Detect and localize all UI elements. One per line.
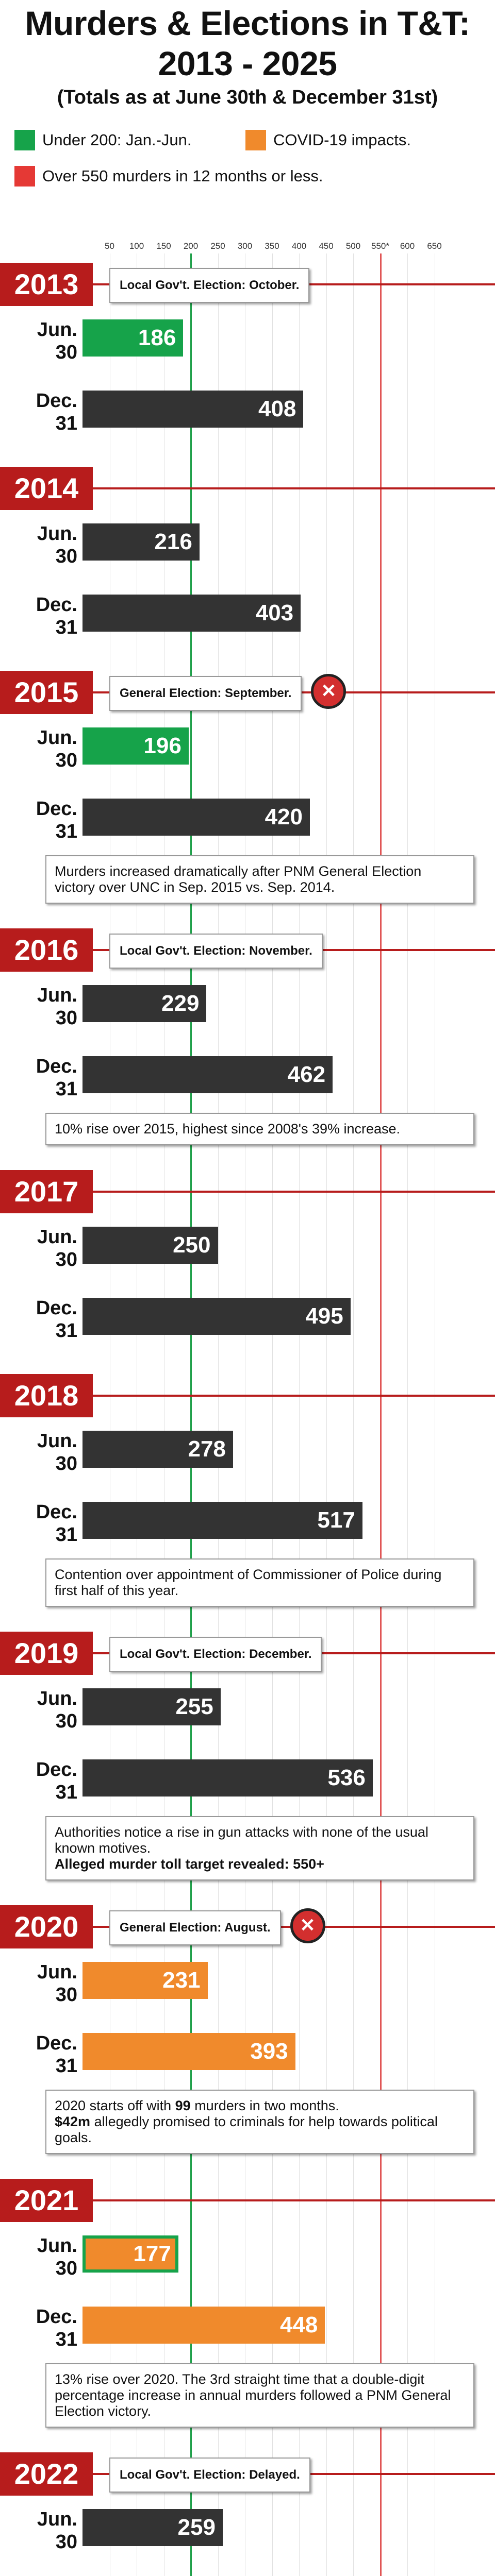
bar-orange (82, 2033, 295, 2070)
period-label-day: 31 (55, 413, 77, 434)
annotation-note (45, 1113, 474, 1145)
period-label-month: Jun. (37, 523, 77, 545)
year-label: 2015 (14, 676, 79, 708)
period-label (0, 1687, 77, 1733)
axis-tick-label: 100 (129, 241, 144, 251)
bar-dark (82, 391, 303, 428)
year-label: 2022 (14, 2458, 79, 2490)
bar-value-label: 259 (177, 2515, 216, 2540)
period-label-day: 30 (55, 546, 77, 567)
period-label-month: Jun. (37, 1961, 77, 1983)
period-label-day: 30 (55, 1249, 77, 1270)
bar-value-label: 231 (162, 1968, 201, 1993)
bar-dark (82, 1502, 362, 1539)
bar-dark (82, 1688, 221, 1725)
year-label: 2016 (14, 934, 79, 966)
period-label-day: 30 (55, 1007, 77, 1029)
grid-line (326, 253, 327, 2576)
bar-dark (82, 2509, 223, 2546)
year-label: 2014 (14, 472, 79, 504)
period-label-day: 31 (55, 617, 77, 638)
annotation-text: 13% rise over 2020. The 3rd straight time that a double-digit percentage increase in annual murders followed a PNM General Election victory. (55, 2371, 451, 2419)
period-label (0, 1226, 77, 1271)
year-label: 2018 (14, 1379, 79, 1412)
election-x-icon: ✕ (311, 674, 346, 709)
period-label-day: 30 (55, 750, 77, 771)
bar-value-label: 536 (327, 1765, 366, 1790)
bar-dark (82, 1298, 351, 1335)
axis-tick-label: 450 (319, 241, 334, 251)
bar-value-label: 250 (173, 1232, 211, 1258)
legend-swatch-orange (245, 130, 266, 150)
axis-tick-label: 550* (371, 241, 389, 251)
legend-label-orange: COVID-19 impacts. (273, 131, 411, 149)
period-label-day: 31 (55, 1078, 77, 1100)
period-label-day: 30 (55, 1984, 77, 2006)
legend-item-orange (245, 130, 411, 150)
election-event-label: Local Gov't. Election: November. (109, 934, 323, 969)
bar-dark (82, 1227, 218, 1264)
page-title (0, 3, 495, 83)
period-label-day: 31 (55, 2055, 77, 2077)
annotation-paragraph (55, 2098, 465, 2114)
bar-value-label: 517 (317, 1507, 355, 1533)
period-label-month: Dec. (36, 390, 77, 412)
period-label-day: 31 (55, 1524, 77, 1546)
election-event-label: Local Gov't. Election: Delayed. (109, 2458, 310, 2493)
period-label-month: Dec. (36, 1297, 77, 1319)
bar-green (82, 727, 189, 765)
period-label-day: 30 (55, 342, 77, 363)
legend-swatch-red (14, 166, 35, 187)
bar-orange-green (82, 2235, 178, 2273)
axis-tick-label: 600 (400, 241, 415, 251)
period-label (0, 318, 77, 364)
bar-dark (82, 1759, 373, 1797)
annotation-note (45, 2363, 474, 2428)
bar-value-label: 177 (133, 2241, 171, 2266)
bar-value-label: 216 (154, 529, 192, 554)
bar-value-label: 420 (265, 804, 303, 829)
annotation-text: Contention over appointment of Commissioner of Police during first half of this year. (55, 1567, 442, 1598)
period-label-day: 30 (55, 2258, 77, 2279)
period-label (0, 1055, 77, 1100)
period-label-month: Jun. (37, 2509, 77, 2530)
year-label: 2017 (14, 1175, 79, 1208)
bar-orange (82, 2307, 325, 2344)
period-label-month: Jun. (37, 985, 77, 1006)
period-label-month: Jun. (37, 727, 77, 749)
election-event-label: General Election: August. (109, 1910, 281, 1945)
bar-orange (82, 1962, 208, 1999)
period-label-day: 31 (55, 1782, 77, 1803)
period-label-day: 31 (55, 2329, 77, 2350)
period-label-day: 31 (55, 821, 77, 842)
axis-tick-label: 350 (265, 241, 279, 251)
title-line-1: Murders & Elections in T&T: (25, 4, 470, 42)
legend-label-red: Over 550 murders in 12 months or less. (42, 167, 323, 185)
period-label (0, 2032, 77, 2077)
year-label: 2021 (14, 2184, 79, 2216)
bar-dark (82, 1431, 233, 1468)
annotation-paragraph (55, 863, 465, 895)
bar-dark (82, 985, 206, 1022)
annotation-text: allegedly promised to criminals for help towards political goals. (55, 2114, 438, 2145)
axis-tick-label: 650 (427, 241, 442, 251)
period-label (0, 389, 77, 435)
legend-swatch-green (14, 130, 35, 150)
period-label (0, 1297, 77, 1342)
annotation-text: Authorities notice a rise in gun attacks with none of the usual known motives. (55, 1824, 428, 1856)
period-label-month: Jun. (37, 1430, 77, 1452)
annotation-text: Murders increased dramatically after PNM General Election victory over UNC in Sep. 2015 vs. Sep. 2014. (55, 863, 422, 895)
period-label-month: Dec. (36, 594, 77, 616)
grid-line (407, 253, 408, 2576)
legend-label-green: Under 200: Jan.-Jun. (42, 131, 192, 149)
period-label (0, 594, 77, 639)
bar-value-label: 255 (175, 1694, 213, 1719)
bar-value-label: 196 (143, 733, 182, 758)
period-label (0, 798, 77, 843)
bar-value-label: 495 (305, 1303, 343, 1329)
bar-dark (82, 799, 310, 836)
grid-line (353, 253, 354, 2576)
year-label: 2013 (14, 268, 79, 300)
axis-tick-label: 150 (156, 241, 171, 251)
annotation-note (45, 1816, 474, 1880)
bar-value-label: 278 (188, 1436, 226, 1462)
annotation-note (45, 2090, 474, 2154)
annotation-text: 2020 starts off with (55, 2098, 175, 2113)
annotation-emphasis: Alleged murder toll target revealed: 550+ (55, 1856, 324, 1872)
annotation-text: murders in two months. (190, 2098, 339, 2113)
period-label (0, 2508, 77, 2553)
bar-dark (82, 523, 200, 561)
annotation-paragraph (55, 2114, 465, 2146)
period-label (0, 2306, 77, 2351)
period-label-month: Jun. (37, 2235, 77, 2257)
period-label-month: Dec. (36, 798, 77, 820)
bar-dark (82, 595, 301, 632)
annotation-text: 10% rise over 2015, highest since 2008's 39% increase. (55, 1121, 401, 1137)
period-label-month: Jun. (37, 1226, 77, 1248)
period-label-month: Jun. (37, 1688, 77, 1709)
axis-tick-label: 200 (183, 241, 199, 251)
year-label: 2020 (14, 1910, 79, 1943)
period-label-day: 30 (55, 1710, 77, 1732)
axis-tick-label: 50 (105, 241, 114, 251)
legend-item-green (14, 130, 192, 150)
period-label-month: Dec. (36, 1056, 77, 1077)
period-label-month: Dec. (36, 2032, 77, 2054)
title-line-2: 2013 - 2025 (158, 44, 337, 82)
bar-value-label: 408 (258, 396, 296, 421)
election-x-icon: ✕ (290, 1908, 325, 1943)
legend-item-red (14, 166, 323, 187)
axis-tick-label: 300 (237, 241, 253, 251)
bar-value-label: 462 (287, 1062, 326, 1087)
annotation-paragraph (55, 1856, 465, 1872)
annotation-emphasis: $42m (55, 2114, 91, 2129)
bar-green (82, 319, 183, 357)
period-label (0, 984, 77, 1029)
period-label (0, 726, 77, 772)
election-event-label: General Election: September. (109, 676, 302, 711)
annotation-paragraph (55, 1121, 465, 1137)
election-event-label: Local Gov't. Election: December. (109, 1637, 322, 1672)
annotation-note (45, 855, 474, 904)
period-label-month: Dec. (36, 2306, 77, 2328)
year-label: 2019 (14, 1637, 79, 1669)
annotation-paragraph (55, 1824, 465, 1856)
page-subtitle: (Totals as at June 30th & December 31st) (57, 87, 438, 108)
period-label-month: Dec. (36, 1759, 77, 1781)
period-label (0, 1501, 77, 1546)
election-event-label: Local Gov't. Election: October. (109, 268, 309, 303)
axis-tick-label: 500 (345, 241, 361, 251)
annotation-paragraph (55, 1567, 465, 1599)
annotation-emphasis: 99 (175, 2098, 191, 2113)
bar-dark (82, 1056, 333, 1093)
bar-value-label: 393 (250, 2039, 288, 2064)
bar-value-label: 448 (279, 2312, 318, 2337)
period-label (0, 1430, 77, 1475)
axis-tick-label: 250 (210, 241, 225, 251)
annotation-paragraph (55, 2371, 465, 2419)
reference-line-550 (380, 253, 382, 2576)
period-label (0, 2234, 77, 2280)
period-label-month: Dec. (36, 1501, 77, 1523)
period-label (0, 1961, 77, 2006)
period-label-month: Jun. (37, 319, 77, 341)
period-label (0, 522, 77, 568)
bar-value-label: 186 (138, 325, 176, 350)
bar-value-label: 229 (161, 991, 200, 1016)
period-label-day: 31 (55, 1320, 77, 1342)
annotation-note (45, 1558, 474, 1607)
period-label-day: 30 (55, 2531, 77, 2553)
period-label-day: 30 (55, 1453, 77, 1475)
axis-tick-label: 400 (291, 241, 307, 251)
bar-value-label: 403 (255, 600, 294, 625)
period-label (0, 1758, 77, 1804)
